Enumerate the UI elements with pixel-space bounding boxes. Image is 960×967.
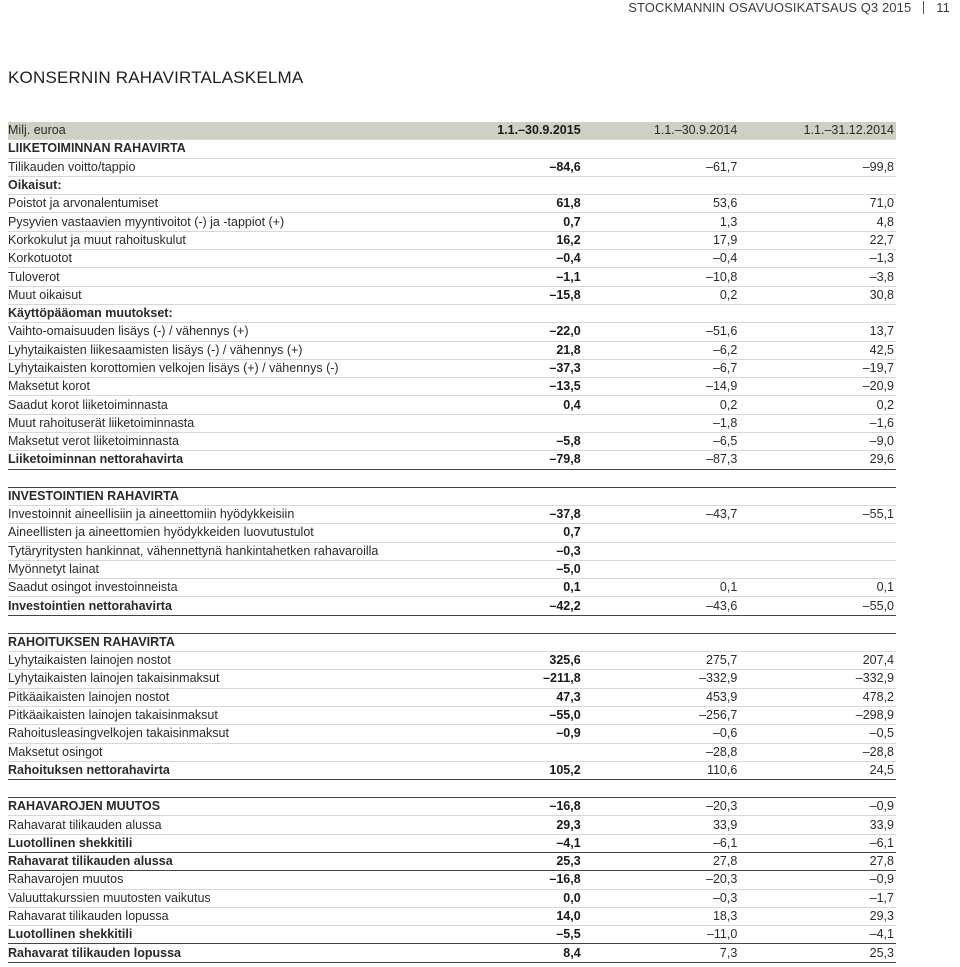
value-2014-q3: –6,7 [583,359,740,377]
row-label: RAHAVAROJEN MUUTOS [8,798,426,816]
value-2014-q3: –14,9 [583,378,740,396]
value-2014-q3: 33,9 [583,816,740,834]
value-2014-fy [739,633,896,651]
value-2015: –5,5 [426,926,583,944]
value-2014-q3 [583,524,740,542]
row-label: Rahavarat tilikauden lopussa [8,944,426,962]
value-2015: –37,8 [426,505,583,523]
value-2014-fy: 0,1 [739,579,896,597]
value-2015: –84,6 [426,158,583,176]
value-2015: –42,2 [426,597,583,615]
value-2014-q3: –0,6 [583,725,740,743]
value-2015: –15,8 [426,286,583,304]
table-row [8,505,896,523]
row-label: Muut rahoituserät liiketoiminnasta [8,414,426,432]
value-2015: –55,0 [426,706,583,724]
table-row [8,670,896,688]
section-header-row [8,633,896,651]
total-row [8,852,896,870]
table-row [8,524,896,542]
value-2015: 21,8 [426,341,583,359]
row-label: LIIKETOIMINNAN RAHAVIRTA [8,140,426,158]
section-header-row [8,487,896,505]
row-label: Lyhytaikaisten lainojen nostot [8,652,426,670]
value-2014-fy: –0,9 [739,871,896,889]
value-2014-q3: 110,6 [583,761,740,779]
value-2014-q3: 275,7 [583,652,740,670]
spacer-cell [8,615,896,633]
row-label: Myönnetyt lainat [8,560,426,578]
value-2014-fy: 13,7 [739,323,896,341]
value-2015 [426,304,583,322]
table-row [8,725,896,743]
row-label: Rahavarojen muutos [8,871,426,889]
total-row [8,597,896,615]
value-2014-q3: 453,9 [583,688,740,706]
value-2015: 14,0 [426,907,583,925]
total-row [8,451,896,469]
table-row [8,359,896,377]
value-2014-fy: 29,3 [739,907,896,925]
value-2014-fy: 33,9 [739,816,896,834]
row-label: Käyttöpääoman muutokset: [8,304,426,322]
section-spacer [8,469,896,487]
value-2014-q3: –43,7 [583,505,740,523]
value-2014-fy: –1,7 [739,889,896,907]
table-row [8,889,896,907]
value-2014-fy: –0,9 [739,798,896,816]
row-label: Aineellisten ja aineettomien hyödykkeiden luovutustulot [8,524,426,542]
value-2014-q3: 17,9 [583,231,740,249]
value-2014-fy: 42,5 [739,341,896,359]
value-2014-fy [739,140,896,158]
value-2015: –0,4 [426,250,583,268]
value-2014-q3: –6,5 [583,433,740,451]
row-label: Rahavarat tilikauden alussa [8,816,426,834]
value-2015: 0,4 [426,396,583,414]
value-2014-fy: –3,8 [739,268,896,286]
header-divider [923,1,924,14]
row-label: Investointien nettorahavirta [8,597,426,615]
table-row [8,323,896,341]
row-label: Liiketoiminnan nettorahavirta [8,451,426,469]
row-label: RAHOITUKSEN RAHAVIRTA [8,633,426,651]
value-2015: –37,3 [426,359,583,377]
value-2015 [426,743,583,761]
value-2014-q3: –0,3 [583,889,740,907]
value-2014-fy: –298,9 [739,706,896,724]
table-row [8,378,896,396]
row-label: Muut oikaisut [8,286,426,304]
value-2014-q3: –20,3 [583,871,740,889]
spacer-cell [8,469,896,487]
table-row [8,816,896,834]
row-label: Valuuttakurssien muutosten vaikutus [8,889,426,907]
row-label: Lyhytaikaisten liikesaamisten lisäys (-) / vähennys (+) [8,341,426,359]
value-2015: 0,1 [426,579,583,597]
section-spacer [8,780,896,798]
value-2014-q3: –0,4 [583,250,740,268]
row-label: Saadut korot liiketoiminnasta [8,396,426,414]
value-2014-q3 [583,542,740,560]
table-row [8,396,896,414]
cash-flow-table [8,122,896,963]
value-2014-fy [739,304,896,322]
table-row [8,706,896,724]
value-2015: 25,3 [426,852,583,870]
section-spacer [8,615,896,633]
value-2014-q3 [583,140,740,158]
value-2015: 8,4 [426,944,583,962]
column-header-2015: 1.1.–30.9.2015 [426,122,583,140]
page-number: 11 [936,0,950,15]
value-2015: –22,0 [426,323,583,341]
value-2014-fy: 29,6 [739,451,896,469]
total-row [8,834,896,852]
table-header-row [8,122,896,140]
value-2014-fy [739,176,896,194]
table-row [8,414,896,432]
value-2014-fy: 30,8 [739,286,896,304]
row-label: Maksetut verot liiketoiminnasta [8,433,426,451]
value-2015: 16,2 [426,231,583,249]
row-label: Pitkäaikaisten lainojen nostot [8,688,426,706]
row-label: Rahoituksen nettorahavirta [8,761,426,779]
table-row [8,907,896,925]
value-2014-q3: 1,3 [583,213,740,231]
value-2015 [426,487,583,505]
row-label: Pitkäaikaisten lainojen takaisinmaksut [8,706,426,724]
value-2014-q3: 53,6 [583,195,740,213]
column-header-2014-fy: 1.1.–31.12.2014 [739,122,896,140]
page-title: KONSERNIN RAHAVIRTALASKELMA [8,68,304,87]
value-2014-fy: 207,4 [739,652,896,670]
value-2015: –0,3 [426,542,583,560]
value-2014-fy: 24,5 [739,761,896,779]
value-2015: –79,8 [426,451,583,469]
value-2015 [426,176,583,194]
table-row [8,213,896,231]
value-2014-q3 [583,487,740,505]
value-2014-fy: 27,8 [739,852,896,870]
value-2015: 61,8 [426,195,583,213]
value-2014-fy: –99,8 [739,158,896,176]
row-label: Investoinnit aineellisiin ja aineettomiin hyödykkeisiin [8,505,426,523]
value-2014-q3: –43,6 [583,597,740,615]
row-label: Rahavarat tilikauden alussa [8,852,426,870]
value-2015: –211,8 [426,670,583,688]
total-row [8,761,896,779]
table-row [8,341,896,359]
value-2014-fy: 22,7 [739,231,896,249]
row-label: Lyhytaikaisten lainojen takaisinmaksut [8,670,426,688]
value-2014-q3 [583,560,740,578]
row-label: INVESTOINTIEN RAHAVIRTA [8,487,426,505]
running-header [628,0,950,16]
value-2015: 325,6 [426,652,583,670]
row-label: Tilikauden voitto/tappio [8,158,426,176]
row-label: Maksetut osingot [8,743,426,761]
value-2014-q3: –6,2 [583,341,740,359]
value-2014-fy: –1,3 [739,250,896,268]
value-2014-q3: 7,3 [583,944,740,962]
row-label: Pysyvien vastaavien myyntivoitot (-) ja -tappiot (+) [8,213,426,231]
subheading-row [8,304,896,322]
value-2015: –0,9 [426,725,583,743]
row-label: Luotollinen shekkitili [8,926,426,944]
value-2014-q3 [583,304,740,322]
value-2014-q3: –28,8 [583,743,740,761]
table-row [8,688,896,706]
value-2014-fy: –9,0 [739,433,896,451]
value-2014-q3 [583,176,740,194]
value-2014-q3: 0,2 [583,396,740,414]
value-2014-q3: 18,3 [583,907,740,925]
value-2014-q3: –6,1 [583,834,740,852]
value-2014-fy: 25,3 [739,944,896,962]
value-2014-fy [739,560,896,578]
table-row [8,579,896,597]
value-2014-fy: –4,1 [739,926,896,944]
value-2015: –16,8 [426,798,583,816]
row-label: Lyhytaikaisten korottomien velkojen lisäys (+) / vähennys (-) [8,359,426,377]
value-2014-fy: –55,1 [739,505,896,523]
column-header-2014-q3: 1.1.–30.9.2014 [583,122,740,140]
table-row [8,652,896,670]
value-2015 [426,414,583,432]
row-label: Saadut osingot investoinneista [8,579,426,597]
unit-header: Milj. euroa [8,122,426,140]
value-2014-fy: 4,8 [739,213,896,231]
value-2014-q3: –1,8 [583,414,740,432]
table-row [8,871,896,889]
row-label: Tuloverot [8,268,426,286]
row-label: Korkokulut ja muut rahoituskulut [8,231,426,249]
value-2014-q3: 0,1 [583,579,740,597]
table-row [8,250,896,268]
value-2015: 0,7 [426,213,583,231]
value-2015: –4,1 [426,834,583,852]
value-2015: 0,0 [426,889,583,907]
value-2014-fy [739,487,896,505]
value-2014-q3: –10,8 [583,268,740,286]
value-2014-fy: –0,5 [739,725,896,743]
value-2015 [426,633,583,651]
value-2015: 29,3 [426,816,583,834]
value-2014-fy: –20,9 [739,378,896,396]
value-2014-fy: –1,6 [739,414,896,432]
spacer-cell [8,780,896,798]
value-2014-q3: –61,7 [583,158,740,176]
value-2015: 47,3 [426,688,583,706]
row-label: Oikaisut: [8,176,426,194]
row-label: Tytäryritysten hankinnat, vähennettynä hankintahetken rahavaroilla [8,542,426,560]
value-2014-q3: –256,7 [583,706,740,724]
value-2014-fy: 0,2 [739,396,896,414]
value-2014-fy: –19,7 [739,359,896,377]
section-header-row [8,140,896,158]
value-2015: –13,5 [426,378,583,396]
value-2014-q3: –11,0 [583,926,740,944]
table-row [8,743,896,761]
row-label: Korkotuotot [8,250,426,268]
row-label: Rahoitusleasingvelkojen takaisinmaksut [8,725,426,743]
subheading-row [8,176,896,194]
value-2014-fy: –55,0 [739,597,896,615]
total-row [8,926,896,944]
value-2014-q3: –87,3 [583,451,740,469]
value-2014-q3: –20,3 [583,798,740,816]
value-2015: –5,8 [426,433,583,451]
report-title: STOCKMANNIN OSAVUOSIKATSAUS Q3 2015 [628,0,912,15]
value-2014-q3: –332,9 [583,670,740,688]
table-body [8,140,896,962]
value-2014-q3: –51,6 [583,323,740,341]
value-2014-fy [739,542,896,560]
value-2014-fy: –28,8 [739,743,896,761]
value-2015: –1,1 [426,268,583,286]
row-label: Poistot ja arvonalentumiset [8,195,426,213]
table-row [8,231,896,249]
table-row [8,158,896,176]
section-header-row [8,798,896,816]
table-row [8,286,896,304]
row-label: Vaihto-omaisuuden lisäys (-) / vähennys (+) [8,323,426,341]
value-2014-fy [739,524,896,542]
value-2015 [426,140,583,158]
row-label: Rahavarat tilikauden lopussa [8,907,426,925]
table-row [8,268,896,286]
row-label: Luotollinen shekkitili [8,834,426,852]
table-row [8,195,896,213]
value-2015: –16,8 [426,871,583,889]
value-2014-q3: 27,8 [583,852,740,870]
value-2014-fy: 478,2 [739,688,896,706]
total-row [8,944,896,962]
value-2014-fy: 71,0 [739,195,896,213]
table-row [8,560,896,578]
row-label: Maksetut korot [8,378,426,396]
value-2014-q3 [583,633,740,651]
value-2015: –5,0 [426,560,583,578]
value-2014-q3: 0,2 [583,286,740,304]
value-2014-fy: –6,1 [739,834,896,852]
value-2015: 105,2 [426,761,583,779]
value-2014-fy: –332,9 [739,670,896,688]
table-row [8,542,896,560]
table-row [8,433,896,451]
value-2015: 0,7 [426,524,583,542]
